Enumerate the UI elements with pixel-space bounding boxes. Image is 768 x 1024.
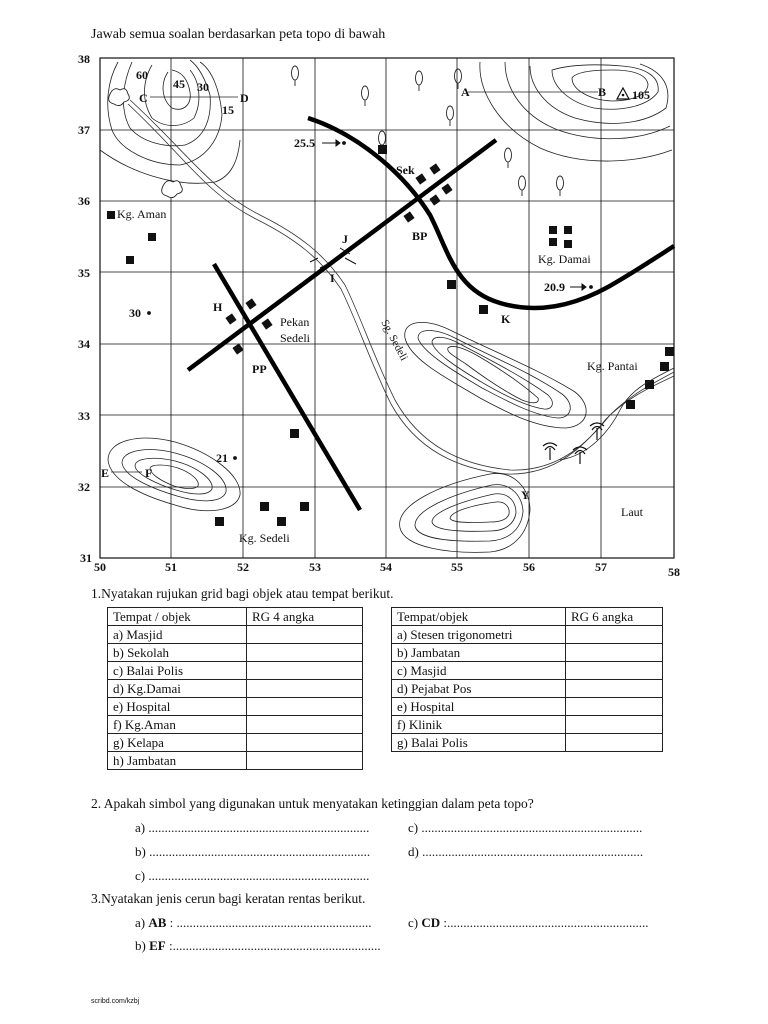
- palm-icon: [590, 423, 604, 440]
- table-row: d) Pejabat Pos: [392, 680, 663, 698]
- northing-35: 35: [78, 266, 90, 280]
- q2-answer-b[interactable]: b) ....................................................................: [135, 844, 371, 859]
- tree-icon: [292, 66, 299, 86]
- answer-cell[interactable]: [566, 626, 663, 644]
- building-icon: [403, 211, 414, 222]
- point-h: H: [213, 300, 223, 314]
- point-y: Y: [521, 488, 530, 502]
- table1-header-place: Tempat / objek: [108, 608, 247, 626]
- answer-cell[interactable]: [247, 626, 363, 644]
- table-row: g) Kelapa: [108, 734, 363, 752]
- northing-32: 32: [78, 480, 90, 494]
- answer-cell[interactable]: [566, 716, 663, 734]
- grid-reference-table-6: [391, 607, 663, 752]
- building-icon: [415, 173, 426, 184]
- table-row: a) Masjid: [108, 626, 363, 644]
- q2-answer-c[interactable]: c) ....................................................................: [408, 820, 643, 835]
- contours-northwest: [100, 60, 240, 183]
- spot-height-21: 21: [216, 451, 228, 465]
- table-row: h) Jambatan: [108, 752, 363, 770]
- building-icon: [232, 343, 243, 354]
- coastline: [560, 368, 674, 460]
- answer-cell[interactable]: [247, 716, 363, 734]
- contour-60: 60: [136, 68, 148, 82]
- building-icon: [564, 226, 572, 234]
- point-i: I: [330, 271, 335, 285]
- point-j: J: [342, 232, 348, 246]
- answer-cell[interactable]: [566, 662, 663, 680]
- contours-southwest: [108, 438, 240, 511]
- triangle-icon: [617, 88, 629, 99]
- place-kg-pantai: Kg. Pantai: [587, 359, 638, 373]
- instruction-text: Jawab semua soalan berdasarkan peta topo di bawah: [91, 27, 386, 42]
- tree-icon: [557, 176, 564, 196]
- easting-57: 57: [595, 560, 607, 574]
- easting-58: 58: [668, 565, 680, 579]
- answer-cell[interactable]: [566, 680, 663, 698]
- contour-45: 45: [173, 77, 185, 91]
- answer-cell[interactable]: [247, 644, 363, 662]
- place-kg-sedeli: Kg. Sedeli: [239, 531, 290, 545]
- table-row: f) Klinik: [392, 716, 663, 734]
- northing-34: 34: [78, 337, 90, 351]
- contours-south: [400, 473, 530, 552]
- northing-31: 31: [80, 551, 92, 565]
- building-icon: [447, 280, 456, 289]
- building-icon: [261, 318, 272, 329]
- label-pp: PP: [252, 362, 267, 376]
- table-row: e) Hospital: [392, 698, 663, 716]
- label-bp: BP: [412, 229, 428, 243]
- answer-cell[interactable]: [247, 662, 363, 680]
- easting-51: 51: [165, 560, 177, 574]
- building-icon: [225, 313, 236, 324]
- q2-answer-c-extra[interactable]: c) ....................................................................: [135, 868, 370, 883]
- table-row: d) Kg.Damai: [108, 680, 363, 698]
- point-e: E: [101, 466, 110, 480]
- building-icon: [549, 226, 557, 234]
- answer-cell[interactable]: [247, 752, 363, 770]
- answer-cell[interactable]: [566, 734, 663, 752]
- table-row: c) Balai Polis: [108, 662, 363, 680]
- table2-header-rg: RG 6 angka: [566, 608, 663, 626]
- answer-cell[interactable]: [247, 734, 363, 752]
- q3-answer-ab[interactable]: a) AB : ............................................................: [135, 915, 372, 930]
- building-icon: [479, 305, 488, 314]
- building-icon: [107, 211, 115, 219]
- contours-northeast: [480, 62, 672, 161]
- building-icon: [429, 163, 440, 174]
- place-kg-damai: Kg. Damai: [538, 252, 591, 266]
- table-row: c) Masjid: [392, 662, 663, 680]
- point-a: A: [461, 85, 470, 99]
- building-icon: [277, 517, 286, 526]
- question-1-prompt: 1.Nyatakan rujukan grid bagi objek atau tempat berikut.: [91, 586, 394, 601]
- northing-33: 33: [78, 409, 90, 423]
- easting-52: 52: [237, 560, 249, 574]
- place-sedeli: Sedeli: [280, 331, 310, 345]
- palm-icon: [543, 443, 557, 460]
- point-f: F: [145, 466, 153, 480]
- place-laut: Laut: [621, 505, 643, 519]
- building-icon: [660, 362, 669, 371]
- building-icon: [290, 429, 299, 438]
- building-icon: [441, 183, 452, 194]
- point-b: B: [598, 85, 607, 99]
- label-sek: Sek: [396, 163, 415, 177]
- northing-38: 38: [78, 52, 90, 66]
- contour-30: 30: [197, 80, 209, 94]
- answer-cell[interactable]: [247, 680, 363, 698]
- northing-36: 36: [78, 194, 90, 208]
- point-k: K: [501, 312, 511, 326]
- tree-icon: [519, 176, 526, 196]
- trig-height: 105: [632, 88, 650, 102]
- spot-height-20-9: 20.9: [544, 280, 565, 294]
- grid-reference-table-4: [107, 607, 363, 770]
- spot-height-30: 30: [129, 306, 141, 320]
- table-row: a) Stesen trigonometri: [392, 626, 663, 644]
- map-grid: [100, 58, 674, 558]
- q2-answer-a[interactable]: a) ....................................................................: [135, 820, 370, 835]
- tree-icon: [447, 106, 454, 126]
- easting-55: 55: [451, 560, 463, 574]
- building-icon: [215, 517, 224, 526]
- answer-cell[interactable]: [566, 698, 663, 716]
- tree-icon: [416, 71, 423, 91]
- building-icon: [665, 347, 674, 356]
- river-label: Sg. Sedeli: [378, 317, 410, 363]
- tree-icon: [505, 148, 512, 168]
- spot-height-25-5: 25.5: [294, 136, 315, 150]
- question-3-prompt: 3.Nyatakan jenis cerun bagi keratan rentas berikut.: [91, 891, 366, 906]
- easting-56: 56: [523, 560, 535, 574]
- building-icon: [260, 502, 269, 511]
- q3-answer-ef[interactable]: b) EF :................................................................: [135, 938, 381, 953]
- easting-50: 50: [94, 560, 106, 574]
- building-icon: [245, 298, 256, 309]
- point-d: D: [240, 91, 249, 105]
- building-icon: [429, 194, 440, 205]
- place-pekan: Pekan: [280, 315, 310, 329]
- easting-53: 53: [309, 560, 321, 574]
- northing-37: 37: [78, 123, 90, 137]
- building-icon: [300, 502, 309, 511]
- answer-cell[interactable]: [247, 698, 363, 716]
- question-2-prompt: 2. Apakah simbol yang digunakan untuk menyatakan ketinggian dalam peta topo?: [91, 796, 534, 811]
- q2-answer-d[interactable]: d) ....................................................................: [408, 844, 644, 859]
- footer-watermark: scribd.com/kzbj: [91, 998, 140, 1005]
- building-icon: [378, 145, 387, 154]
- table1-header-rg: RG 4 angka: [247, 608, 363, 626]
- building-icon: [148, 233, 156, 241]
- building-icon: [126, 256, 134, 264]
- contours-central-ridge: [405, 322, 586, 428]
- place-kg-aman: Kg. Aman: [117, 207, 167, 221]
- point-c: C: [139, 91, 148, 105]
- road-south: [214, 264, 360, 510]
- table-row: e) Hospital: [108, 698, 363, 716]
- table-row: b) Jambatan: [392, 644, 663, 662]
- answer-cell[interactable]: [566, 644, 663, 662]
- table-row: b) Sekolah: [108, 644, 363, 662]
- table-row: f) Kg.Aman: [108, 716, 363, 734]
- building-icon: [626, 400, 635, 409]
- contour-15: 15: [222, 103, 234, 117]
- table-row: g) Balai Polis: [392, 734, 663, 752]
- easting-54: 54: [380, 560, 392, 574]
- building-icon: [564, 240, 572, 248]
- tree-icons: [292, 66, 564, 196]
- q3-answer-cd[interactable]: c) CD :..............................................................: [408, 915, 649, 930]
- building-icon: [549, 238, 557, 246]
- table2-header-place: Tempat/objek: [392, 608, 566, 626]
- tree-icon: [362, 86, 369, 106]
